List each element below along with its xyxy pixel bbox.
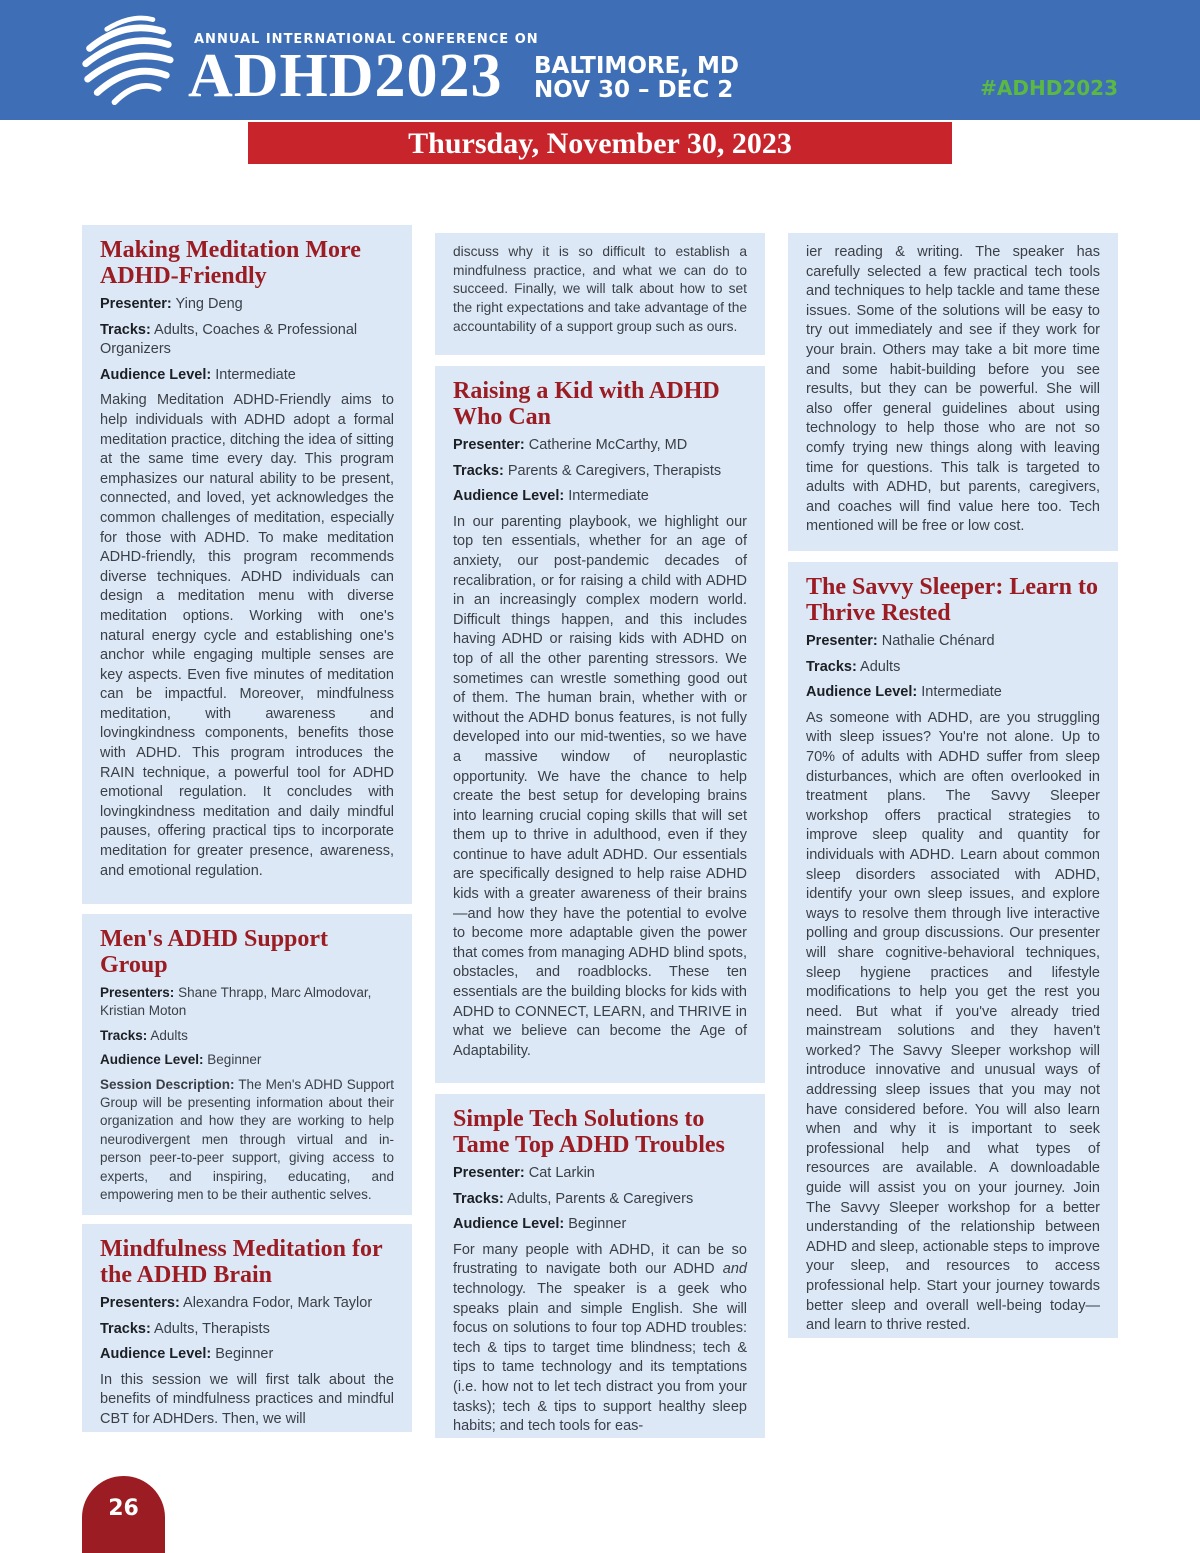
session-presenter: Presenter: Catherine McCarthy, MD bbox=[453, 437, 688, 453]
globe-swoosh-logo bbox=[78, 10, 174, 106]
session-tracks: Tracks: Adults, Parents & Caregivers bbox=[453, 1190, 694, 1207]
session-description-continued: discuss why it is so difficult to establish a mindfulness practice, and what we can do to succeed. Finally, we will talk about how to set the right expectations and take advantage of the accountability of a support group such as ours. bbox=[453, 244, 747, 334]
session-description: In this session we will first talk about the benefits of mindfulness practices and mindful CBT for ADHDers. Then, we will bbox=[100, 1371, 394, 1427]
session-audience-level: Audience Level: Intermediate bbox=[100, 366, 296, 383]
conference-location-dates bbox=[534, 54, 739, 102]
session-title: Mindfulness Meditation for the ADHD Brain bbox=[100, 1236, 383, 1288]
session-title: The Savvy Sleeper: Learn to Thrive Rested bbox=[806, 574, 1098, 626]
session-presenter: Presenter: Cat Larkin bbox=[453, 1165, 595, 1181]
session-description-continued: ier reading & writing. The speaker has carefully selected a few practical tech tools and techniques to help tackle and tame these issues. Some of the solutions will be easy to try out immediately and see if they work for your brain. Others may take a bit more time and some habit-building before you see results, but they can be powerful. She will also offer general guidelines about using technology to help those who are not so comfy trying new things along with leaving time for questions. This talk is targeted to adults with ADHD, but parents, caregivers, and coaches will find value here too. Tech mentioned will be free or low cost. bbox=[806, 244, 1100, 535]
session-presenter: Presenters: Alexandra Fodor, Mark Taylor bbox=[100, 1295, 373, 1311]
session-tracks: Tracks: Adults, Therapists bbox=[100, 1320, 270, 1337]
session-card bbox=[788, 562, 1118, 1338]
session-description: Making Meditation ADHD-Friendly aims to help individuals with ADHD adopt a formal meditation practice, ditching the idea of sitting at the same time every day. This program emphasizes our natural ability to be present, connected, and loved, yet acknowledges the common challenges of meditation, especially for those with ADHD. To make meditation ADHD-friendly, this program recommends diverse techniques. ADHD individuals can design a meditation menu with diverse meditation options. Working with one's natural energy cycle and establishing one's anchor while engaging multiple senses are key aspects. Even five minutes of meditation can be impactful. Moreover, mindfulness meditation, with awareness and lovingkindness components, benefits those with ADHD. This program introduces the RAIN technique, a powerful tool for ADHD emotional regulation. It concludes with lovingkindness meditation and daily mindful pauses, offering practical tips to incorporate meditation for greater presence, awareness, and emotional regulation. bbox=[100, 392, 394, 879]
session-audience-level: Audience Level: Intermediate bbox=[453, 488, 649, 505]
session-audience-level: Audience Level: Beginner bbox=[100, 1052, 262, 1068]
day-heading: Thursday, November 30, 2023 bbox=[248, 122, 952, 164]
session-title: Making Meditation More ADHD-Friendly bbox=[100, 237, 361, 289]
session-title: Men's ADHD Support Group bbox=[100, 926, 329, 978]
session-card-continued bbox=[435, 233, 765, 355]
session-description: In our parenting playbook, we highlight our top ten essentials, whether for an age of anxiety, our post-pandemic decades of recalibration, or for raising a child with ADHD in an increasingly complex modern world. Difficult things happen, and this includes having ADHD or raising kids with ADHD on top of all the other parenting stressors. We sometimes can wrestle something good out of them. The human brain, whether with or without the ADHD bonus features, is not fully developed into our mid-twenties, so we have a massive window of neuroplastic opportunity. We have the chance to help create the best setup for developing brains into learning crucial coping skills that will set them up to thrive in adulthood, even if they continue to have adult ADHD. Our essentials are specifically designed to help raise ADHD kids with a greater awareness of their brains—and how they have the potential to evolve to become more adaptable given the power that comes from managing ADHD blind spots, obstacles, and roadblocks. These ten essentials are the building blocks for kids with ADHD to CONNECT, LEARN, and THRIVE in what we believe can become the Age of Adaptability. bbox=[453, 513, 747, 1059]
session-card bbox=[435, 366, 765, 1083]
conference-kicker: ANNUAL INTERNATIONAL CONFERENCE ON bbox=[194, 32, 539, 47]
page-number: 26 bbox=[82, 1476, 165, 1553]
session-card bbox=[82, 914, 412, 1215]
session-tracks: Tracks: Adults bbox=[100, 1027, 188, 1043]
session-audience-level: Audience Level: Intermediate bbox=[806, 684, 1002, 701]
conference-city: BALTIMORE, MD bbox=[534, 53, 740, 79]
session-description: For many people with ADHD, it can be so frustrating to navigate both our ADHD and technology. The speaker is a geek who speaks plain and simple English. She will focus on solutions to four top ADHD troubles: tech & tips to target time blindness; tech & tips to tame technology and its temptations (i.e. how not to let tech distract you from your tasks); tech & tips to support healthy sleep habits; and tech tools for eas- bbox=[453, 1241, 747, 1435]
session-tracks: Tracks: Adults bbox=[806, 658, 901, 675]
conference-hashtag: #ADHD2023 bbox=[980, 76, 1118, 100]
session-presenter: Presenter: Nathalie Chénard bbox=[806, 633, 995, 649]
conference-dates: NOV 30 – DEC 2 bbox=[534, 77, 734, 103]
session-card bbox=[435, 1094, 765, 1438]
session-tracks: Tracks: Adults, Coaches & Professional Organizers bbox=[100, 321, 358, 358]
session-description: Session Description: The Men's ADHD Support Group will be presenting information about their organization and how they are working to help neurodivergent men through virtual and in-person peer-to-peer support, giving access to experts, and inspiring, educating, and empowering men to be their authentic selves. bbox=[100, 1076, 394, 1203]
session-card-continued bbox=[788, 233, 1118, 551]
conference-title: ADHD2023 bbox=[188, 42, 503, 110]
session-title: Raising a Kid with ADHD Who Can bbox=[453, 378, 720, 430]
session-title: Simple Tech Solutions to Tame Top ADHD Troubles bbox=[453, 1106, 725, 1158]
session-audience-level: Audience Level: Beginner bbox=[453, 1216, 627, 1233]
session-presenter: Presenter: Ying Deng bbox=[100, 296, 243, 312]
conference-banner bbox=[0, 0, 1200, 120]
session-tracks: Tracks: Parents & Caregivers, Therapists bbox=[453, 462, 722, 479]
session-card bbox=[82, 225, 412, 904]
session-description: As someone with ADHD, are you struggling with sleep issues? You're not alone. Up to 70% of adults with ADHD suffer from sleep disturbances, which are often overlooked in treatment plans. The Savvy Sleeper workshop offers practical strategies to improve sleep quality and quantity for individuals with ADHD. Learn about common sleep disorders associated with ADHD, identify your own sleep issues, and explore ways to resolve them through live interactive polling and group discussions. Our presenter will share cognitive-behavioral techniques, sleep hygiene practices and lifestyle modifications to help you get the rest you need. But what if you've already tried mainstream solutions and they haven't worked? The Savvy Sleeper workshop will introduce innovative and unusual ways of addressing sleep issues that you may not have considered before. You will also learn when and why it is important to seek professional help and what types of resources are available. A downloadable guide will assist you on your journey. Join The Savvy Sleeper workshop for a better understanding of the relationship between ADHD and sleep, actionable steps to improve your sleep, and resources to access professional help. Start your journey towards better sleep and overall well-being today—and learn to thrive rested. bbox=[806, 709, 1100, 1334]
session-audience-level: Audience Level: Beginner bbox=[100, 1346, 274, 1363]
session-card bbox=[82, 1224, 412, 1432]
session-presenter: Presenters: Shane Thrapp, Marc Almodovar, Kristian Moton bbox=[100, 985, 372, 1019]
